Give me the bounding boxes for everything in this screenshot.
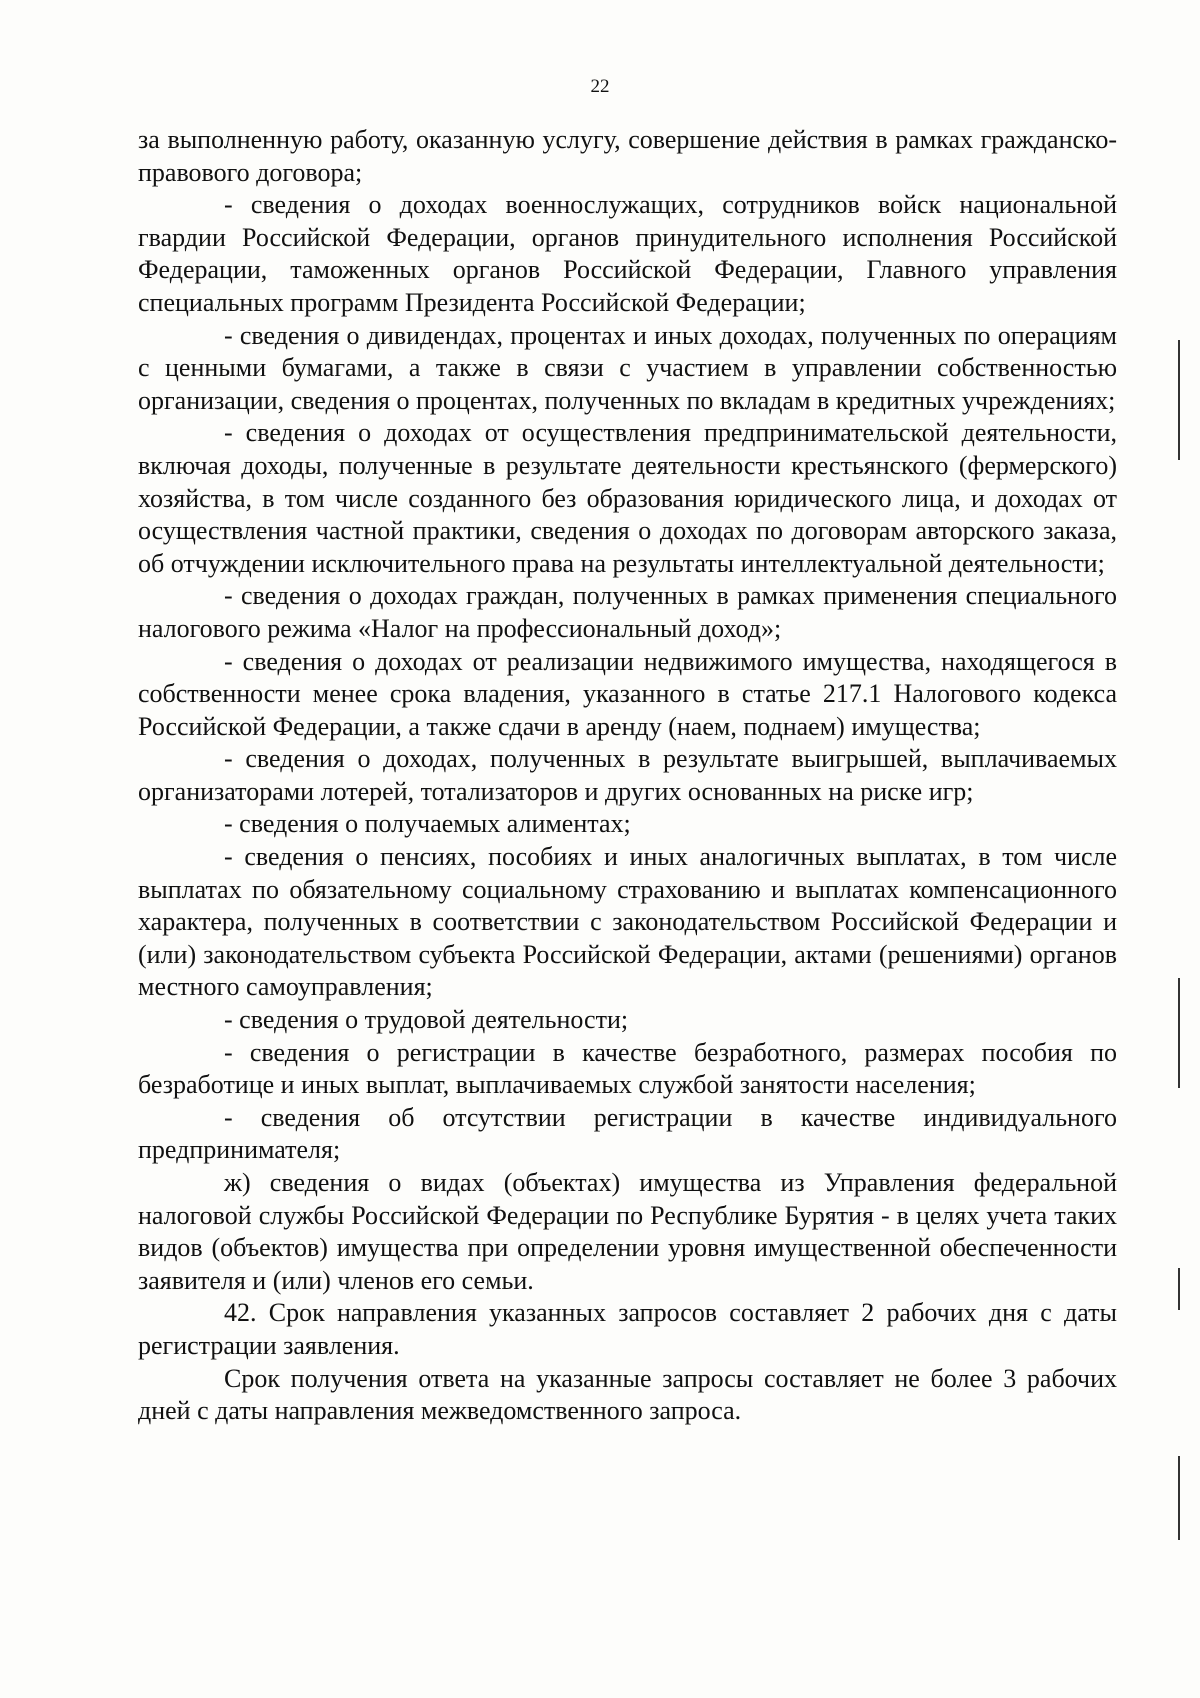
paragraph: за выполненную работу, оказанную услугу, совершение действия в рамках гражданско-правового договора; (138, 125, 1117, 187)
paragraph: ж) сведения о видах (объектах) имущества из Управления федеральной налоговой службы Российской Федерации по Республике Бурятия - в целях учета таких видов (объектов) имущества при определении уровня имущественной обеспеченности заявителя и (или) членов его семьи. (138, 1168, 1117, 1295)
paragraph: - сведения о получаемых алиментах; (224, 809, 631, 839)
paragraph: 42. Срок направления указанных запросов составляет 2 рабочих дня с даты регистрации заявления. (138, 1298, 1117, 1360)
paragraph: - сведения о доходах от осуществления предпринимательской деятельности, включая доходы, полученные в результате деятельности крестьянского (фермерского) хозяйства, в том числе созданного без образования юридического лица, и доходах от осуществления частной практики, сведения о доходах по договорам авторского заказа, об отчуждении исключительного права на результаты интеллектуальной деятельности; (138, 418, 1117, 578)
paragraph: Срок получения ответа на указанные запросы составляет не более 3 рабочих дней с даты направления межведомственного запроса. (138, 1363, 1117, 1426)
paragraph: - сведения об отсутствии регистрации в качестве индивидуального предпринимателя; (138, 1102, 1117, 1165)
scan-margin-mark (1178, 978, 1180, 1088)
paragraph: - сведения о доходах от реализации недвижимого имущества, находящегося в собственности менее срока владения, указанного в статье 217.1 Налогового кодекса Российской Федерации, а также сдачи в аренду (наем, поднаем) имущества; (138, 646, 1117, 741)
paragraph: - сведения о доходах, полученных в результате выигрышей, выплачиваемых организаторами лотерей, тотализаторов и других основанных на риске игр; (138, 744, 1117, 806)
paragraph: - сведения о доходах военнослужащих, сотрудников войск национальной гвардии Российской Федерации, органов принудительного исполнения Российской Федерации, таможенных органов Российской Федерации, Главного управления специальных программ Президента Российской Федерации; (138, 190, 1117, 317)
document-body (138, 124, 1117, 1428)
scan-margin-mark (1178, 1456, 1180, 1540)
paragraph: - сведения о регистрации в качестве безработного, размерах пособия по безработице и иных выплат, выплачиваемых службой занятости населения; (138, 1037, 1117, 1100)
paragraph: - сведения о дивидендах, процентах и иных доходах, полученных по операциям с ценными бумагами, а также в связи с участием в управлении собственностью организации, сведения о процентах, полученных по вкладам в кредитных учреждениях; (138, 320, 1117, 415)
paragraph: - сведения о доходах граждан, полученных в рамках применения специального налогового режима «Налог на профессиональный доход»; (138, 581, 1117, 643)
scan-margin-mark (1178, 340, 1180, 460)
paragraph: - сведения о пенсиях, пособиях и иных аналогичных выплатах, в том числе выплатах по обязательному социальному страхованию и выплатах компенсационного характера, полученных в соответствии с законодательством Российской Федерации и (или) законодательством субъекта Российской Федерации, актами (решениями) органов местного самоуправления; (138, 842, 1117, 1002)
scan-margin-mark (1178, 1268, 1180, 1310)
page-number: 22 (590, 76, 610, 97)
paragraph: - сведения о трудовой деятельности; (224, 1005, 629, 1035)
